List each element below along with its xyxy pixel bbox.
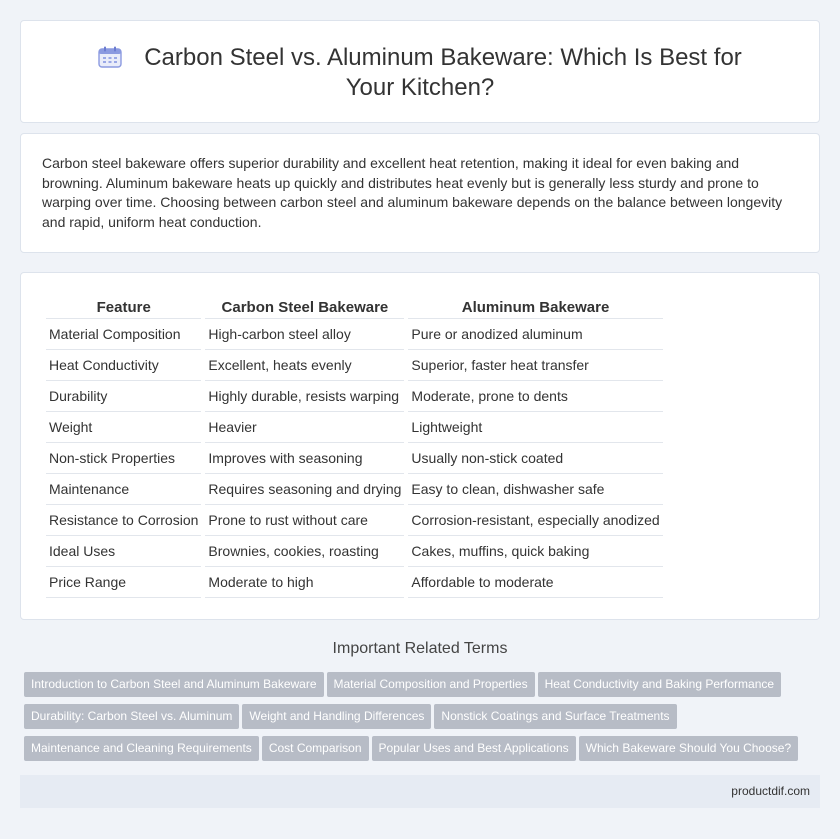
table-cell: Usually non-stick coated — [408, 443, 662, 474]
table-row — [46, 412, 663, 443]
related-terms-title: Important Related Terms — [332, 640, 508, 657]
table-row — [46, 319, 663, 350]
table-cell: Ideal Uses — [46, 536, 201, 567]
intro-paragraph: Carbon steel bakeware offers superior durability and excellent heat retention, making it ideal for even baking and browning. Aluminum bakeware heats up quickly and distributes heat evenly but is generally less sturdy and prone to warping over time. Choosing between carbon steel and aluminum bakeware depends on the balance between longevity and rapid, uniform heat conduction. — [42, 155, 783, 230]
table-row — [46, 505, 663, 536]
table-body — [46, 319, 663, 598]
related-terms-row — [24, 704, 824, 736]
page-title-wrap — [21, 43, 819, 103]
related-terms-list — [24, 672, 824, 768]
table-cell: Moderate, prone to dents — [408, 381, 662, 412]
table-cell: Weight — [46, 412, 201, 443]
table-cell: Requires seasoning and drying — [205, 474, 404, 505]
related-term-tag[interactable]: Heat Conductivity and Baking Performance — [538, 672, 781, 697]
table-row — [46, 536, 663, 567]
table-cell: Corrosion-resistant, especially anodized — [408, 505, 662, 536]
table-row — [46, 567, 663, 598]
table-cell: Affordable to moderate — [408, 567, 662, 598]
table-cell: Easy to clean, dishwasher safe — [408, 474, 662, 505]
table-cell: Superior, faster heat transfer — [408, 350, 662, 381]
related-term-tag[interactable]: Popular Uses and Best Applications — [372, 736, 576, 761]
related-term-tag[interactable]: Weight and Handling Differences — [242, 704, 431, 729]
table-header-row — [46, 297, 663, 319]
table-row — [46, 381, 663, 412]
related-terms-row — [24, 736, 824, 768]
table-cell: Highly durable, resists warping — [205, 381, 404, 412]
table-cell: Improves with seasoning — [205, 443, 404, 474]
table-cell: Price Range — [46, 567, 201, 598]
table-cell: Heavier — [205, 412, 404, 443]
table-cell: Lightweight — [408, 412, 662, 443]
table-cell: Resistance to Corrosion — [46, 505, 201, 536]
footer-site-link[interactable]: productdif.com — [731, 784, 810, 798]
table-row — [46, 443, 663, 474]
table-cell: Pure or anodized aluminum — [408, 319, 662, 350]
table-cell: Maintenance — [46, 474, 201, 505]
table-cell: Prone to rust without care — [205, 505, 404, 536]
table-cell: Cakes, muffins, quick baking — [408, 536, 662, 567]
related-term-tag[interactable]: Maintenance and Cleaning Requirements — [24, 736, 259, 761]
table-cell: Excellent, heats evenly — [205, 350, 404, 381]
related-terms-row — [24, 672, 824, 704]
table-cell: High-carbon steel alloy — [205, 319, 404, 350]
related-term-tag[interactable]: Nonstick Coatings and Surface Treatments — [434, 704, 676, 729]
footer — [20, 775, 820, 808]
related-term-tag[interactable]: Introduction to Carbon Steel and Aluminum Bakeware — [24, 672, 324, 697]
table-row — [46, 474, 663, 505]
related-term-tag[interactable]: Which Bakeware Should You Choose? — [579, 736, 798, 761]
column-header: Feature — [46, 297, 201, 319]
table-cell: Heat Conductivity — [46, 350, 201, 381]
table-row — [46, 350, 663, 381]
table-cell: Durability — [46, 381, 201, 412]
related-term-tag[interactable]: Material Composition and Properties — [327, 672, 535, 697]
calendar-icon — [98, 46, 122, 68]
table-cell: Brownies, cookies, roasting — [205, 536, 404, 567]
table-cell: Non-stick Properties — [46, 443, 201, 474]
header-card — [20, 20, 820, 123]
table-cell: Moderate to high — [205, 567, 404, 598]
comparison-card — [20, 272, 820, 620]
column-header: Carbon Steel Bakeware — [205, 297, 404, 319]
intro-card — [20, 133, 820, 253]
related-term-tag[interactable]: Durability: Carbon Steel vs. Aluminum — [24, 704, 239, 729]
table-cell: Material Composition — [46, 319, 201, 350]
column-header: Aluminum Bakeware — [408, 297, 662, 319]
comparison-table — [42, 297, 667, 598]
page-title: Carbon Steel vs. Aluminum Bakeware: Which Is Best for Your Kitchen? — [144, 44, 742, 101]
related-term-tag[interactable]: Cost Comparison — [262, 736, 369, 761]
